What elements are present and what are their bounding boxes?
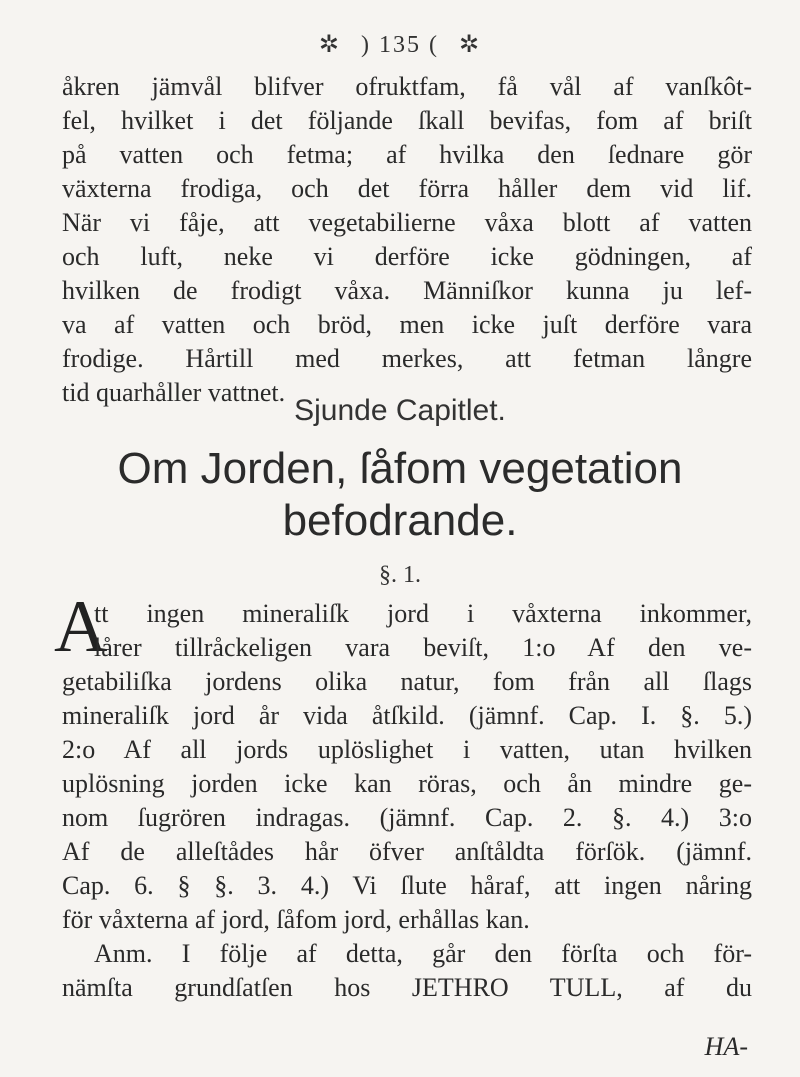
note-line: nämſta grundſatſen hos JETHRO TULL, af du (62, 973, 752, 1002)
note-line: Anm. I följe af detta, går den förſta och för- (94, 939, 752, 968)
paragraph-continuation (62, 70, 752, 410)
text-line: tid quarhåller vattnet. (62, 378, 286, 407)
text-line: för våxterna af jord, ſåfom jord, erhållas kan. (62, 905, 530, 934)
paragraph-section-1 (62, 597, 752, 1005)
text-line: va af vatten och bröd, men icke juſt derföre vara (62, 310, 752, 339)
section-mark: §. 1. (379, 562, 421, 588)
text-line: Cap. 6. § §. 3. 4.) Vi ſlute håraf, att ingen nåring (62, 871, 752, 900)
chapter-title-line1: Om Jorden, ſåfom vegetation (117, 444, 683, 493)
text-line: växterna frodiga, och det förra håller dem vid lif. (62, 174, 752, 203)
text-line: Af de alleſtådes hår öfver anſtåldta förſök. (jämnf. (62, 837, 752, 866)
text-line: och luft, neke vi derföre icke gödningen, af (62, 242, 752, 271)
text-line: mineraliſk jord år vida åtſkild. (jämnf. Cap. I. §. 5.) (62, 701, 752, 730)
text-line: lårer tillråckeligen vara beviſt, 1:o Af den ve- (94, 633, 752, 662)
text-line: tt ingen mineraliſk jord i våxterna inkommer, (94, 599, 752, 628)
catchword: HA- (704, 1032, 748, 1061)
text-line: åkren jämvål blifver ofruktfam, få vål af vanſkôt- (62, 72, 752, 101)
chapter-title-line2: befodrande. (282, 496, 518, 545)
text-line: getabiliſka jordens olika natur, fom från all ſlags (62, 667, 752, 696)
page-number: ) 135 ( (361, 32, 439, 58)
text-line: uplösning jorden icke kan röras, och ån mindre ge- (62, 769, 752, 798)
ornament-right-icon: ✲ (458, 32, 482, 58)
text-line: nom ſugrören indragas. (jämnf. Cap. 2. §. 4.) 3:o (62, 803, 752, 832)
ornament-left-icon: ✲ (318, 32, 341, 58)
drop-cap: A (54, 586, 108, 668)
text-line: hvilken de frodigt våxa. Männiſkor kunna ju lef- (62, 276, 752, 305)
text-line: 2:o Af all jords uplöslighet i vatten, utan hvilken (62, 735, 752, 764)
text-line: frodige. Hårtill med merkes, att fetman långre (62, 344, 752, 373)
text-line: När vi fåje, att vegetabilierne våxa blott af vatten (62, 208, 752, 237)
page-header (0, 30, 800, 59)
text-line: fel, hvilket i det följande ſkall bevifas, fom af briſt (62, 106, 752, 135)
chapter-number: Sjunde Capitlet. (294, 394, 506, 427)
text-line: på vatten och fetma; af hvilka den ſednare gör (62, 140, 752, 169)
